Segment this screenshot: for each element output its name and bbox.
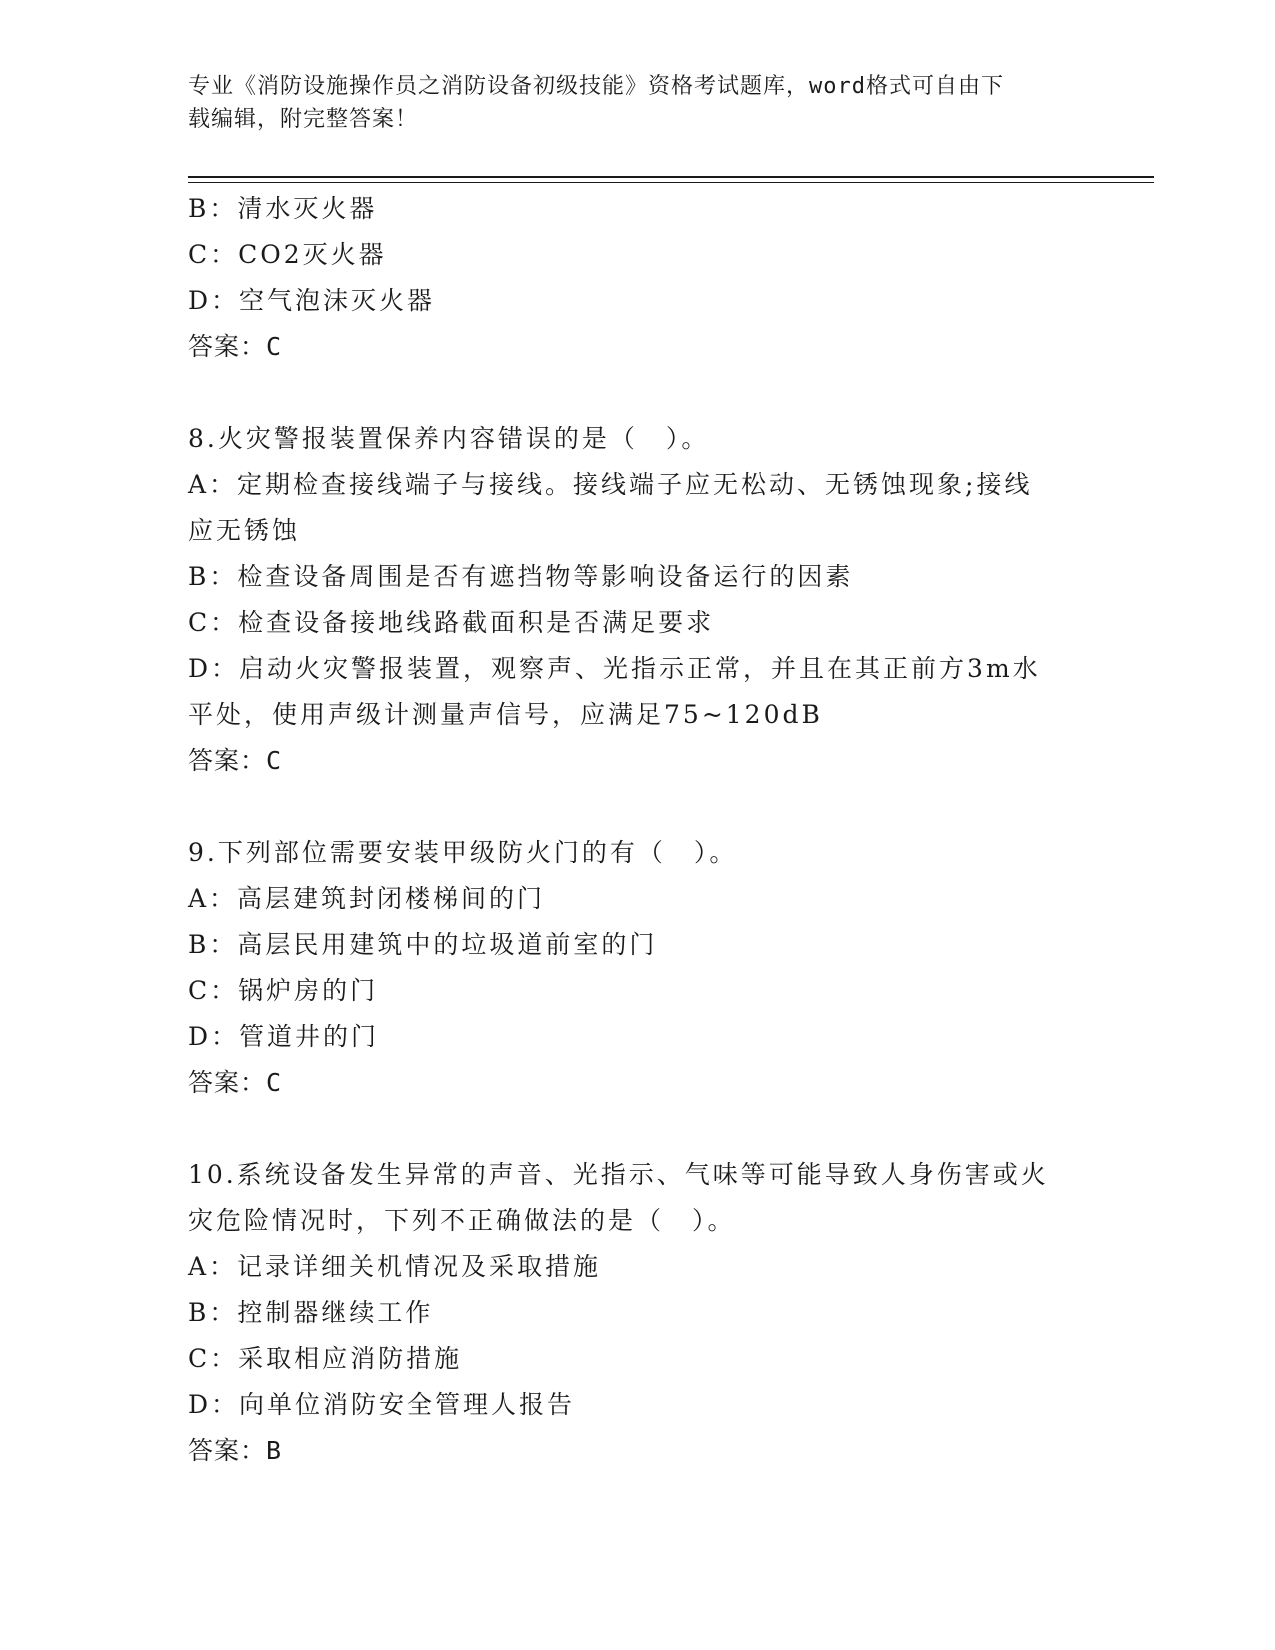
answer-line xyxy=(188,324,1088,370)
answer-value: C xyxy=(266,746,283,775)
answer-value: C xyxy=(266,1068,283,1097)
option-a-line-2: 应无锈蚀 xyxy=(188,516,301,545)
option-d: D：空气泡沫灭火器 xyxy=(188,286,436,315)
header-divider-thin xyxy=(188,182,1154,183)
answer-line xyxy=(188,738,1088,784)
option-b: B：清水灭火器 xyxy=(188,194,378,223)
option-d-line-1: D：启动火灾警报装置，观察声、光指示正常，并且在其正前方3m水 xyxy=(188,654,1041,683)
option-d-line-2: 平处，使用声级计测量声信号，应满足75~120dB xyxy=(188,700,823,729)
header-line-2: 载编辑，附完整答案！ xyxy=(188,107,419,132)
header-line-1: 专业《消防设施操作员之消防设备初级技能》资格考试题库，word格式可自由下 xyxy=(188,74,1004,99)
option-b: B：检查设备周围是否有遮挡物等影响设备运行的因素 xyxy=(188,562,854,591)
header-divider-thick xyxy=(188,176,1154,178)
option-c: C：锅炉房的门 xyxy=(188,976,379,1005)
answer-line xyxy=(188,1060,1088,1106)
document-header xyxy=(188,70,1068,136)
question-list xyxy=(188,186,1088,1474)
option-a: A：高层建筑封闭楼梯间的门 xyxy=(188,884,546,913)
question-7 xyxy=(188,186,1088,370)
answer-label: 答案： xyxy=(188,1436,267,1465)
answer-value: C xyxy=(266,332,283,361)
answer-label: 答案： xyxy=(188,1068,267,1097)
answer-label: 答案： xyxy=(188,746,267,775)
question-stem-line-2: 灾危险情况时，下列不正确做法的是（ ）。 xyxy=(188,1206,736,1235)
option-a-line-1: A：定期检查接线端子与接线。接线端子应无松动、无锈蚀现象;接线 xyxy=(188,470,1033,499)
option-b: B：控制器继续工作 xyxy=(188,1298,434,1327)
option-d: D：管道井的门 xyxy=(188,1022,380,1051)
option-c: C：CO2灭火器 xyxy=(188,240,387,269)
option-c: C：采取相应消防措施 xyxy=(188,1344,463,1373)
option-c: C：检查设备接地线路截面积是否满足要求 xyxy=(188,608,715,637)
option-d: D：向单位消防安全管理人报告 xyxy=(188,1390,576,1419)
question-stem-line-1: 10.系统设备发生异常的声音、光指示、气味等可能导致人身伤害或火 xyxy=(188,1160,1049,1189)
answer-line xyxy=(188,1428,1088,1474)
option-a: A：记录详细关机情况及采取措施 xyxy=(188,1252,602,1281)
question-stem: 9.下列部位需要安装甲级防火门的有（ ）。 xyxy=(188,838,738,867)
question-9 xyxy=(188,830,1088,1106)
question-10 xyxy=(188,1152,1088,1474)
answer-value: B xyxy=(266,1436,283,1465)
question-stem: 8.火灾警报装置保养内容错误的是（ ）。 xyxy=(188,424,710,453)
question-8 xyxy=(188,416,1088,784)
option-b: B：高层民用建筑中的垃圾道前室的门 xyxy=(188,930,658,959)
answer-label: 答案： xyxy=(188,332,267,361)
